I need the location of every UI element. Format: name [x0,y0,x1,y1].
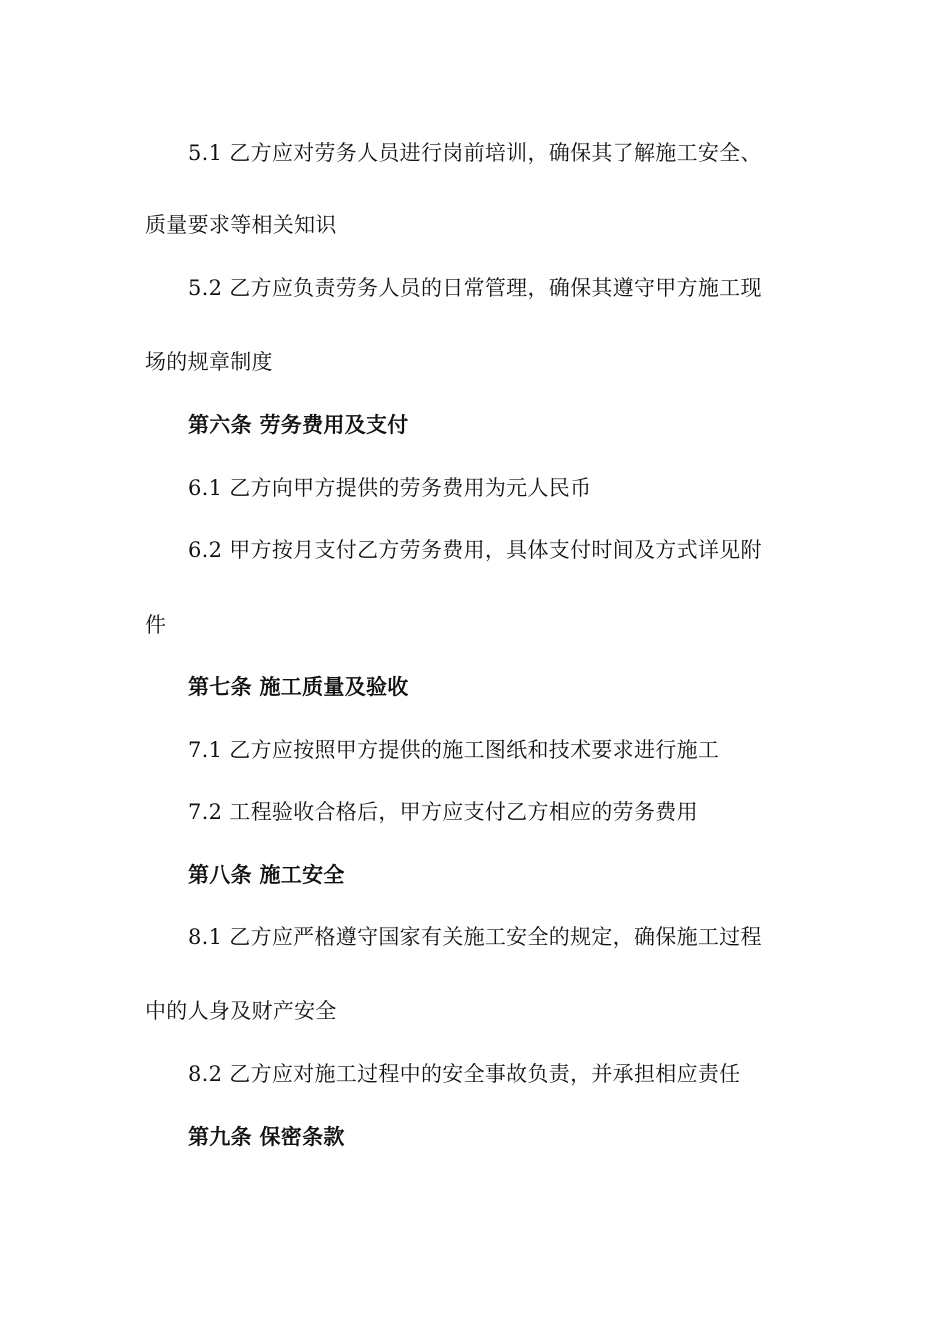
clause-7-1: 7.1 乙方应按照甲方提供的施工图纸和技术要求进行施工 [188,738,720,762]
clause-5-2-line-2: 场的规章制度 [145,350,273,374]
clause-8-1-line-1: 8.1 乙方应严格遵守国家有关施工安全的规定，确保施工过程 [188,925,762,949]
clause-7-2: 7.2 工程验收合格后，甲方应支付乙方相应的劳务费用 [188,800,698,824]
clause-5-1-line-1: 5.1 乙方应对劳务人员进行岗前培训，确保其了解施工安全、 [188,141,762,165]
clause-5-1-line-2: 质量要求等相关知识 [145,213,337,237]
clause-6-2-line-2: 件 [145,613,167,637]
clause-8-2: 8.2 乙方应对施工过程中的安全事故负责，并承担相应责任 [188,1062,741,1086]
clause-8-1-line-2: 中的人身及财产安全 [145,999,337,1023]
clause-6-1: 6.1 乙方向甲方提供的劳务费用为元人民币 [188,476,592,500]
clause-6-2-line-1: 6.2 甲方按月支付乙方劳务费用，具体支付时间及方式详见附 [188,538,762,562]
clause-7-heading: 第七条 施工质量及验收 [188,675,409,699]
clause-5-2-line-1: 5.2 乙方应负责劳务人员的日常管理，确保其遵守甲方施工现 [188,276,762,300]
clause-9-heading: 第九条 保密条款 [188,1125,345,1149]
clause-6-heading: 第六条 劳务费用及支付 [188,413,409,437]
clause-8-heading: 第八条 施工安全 [188,863,345,887]
